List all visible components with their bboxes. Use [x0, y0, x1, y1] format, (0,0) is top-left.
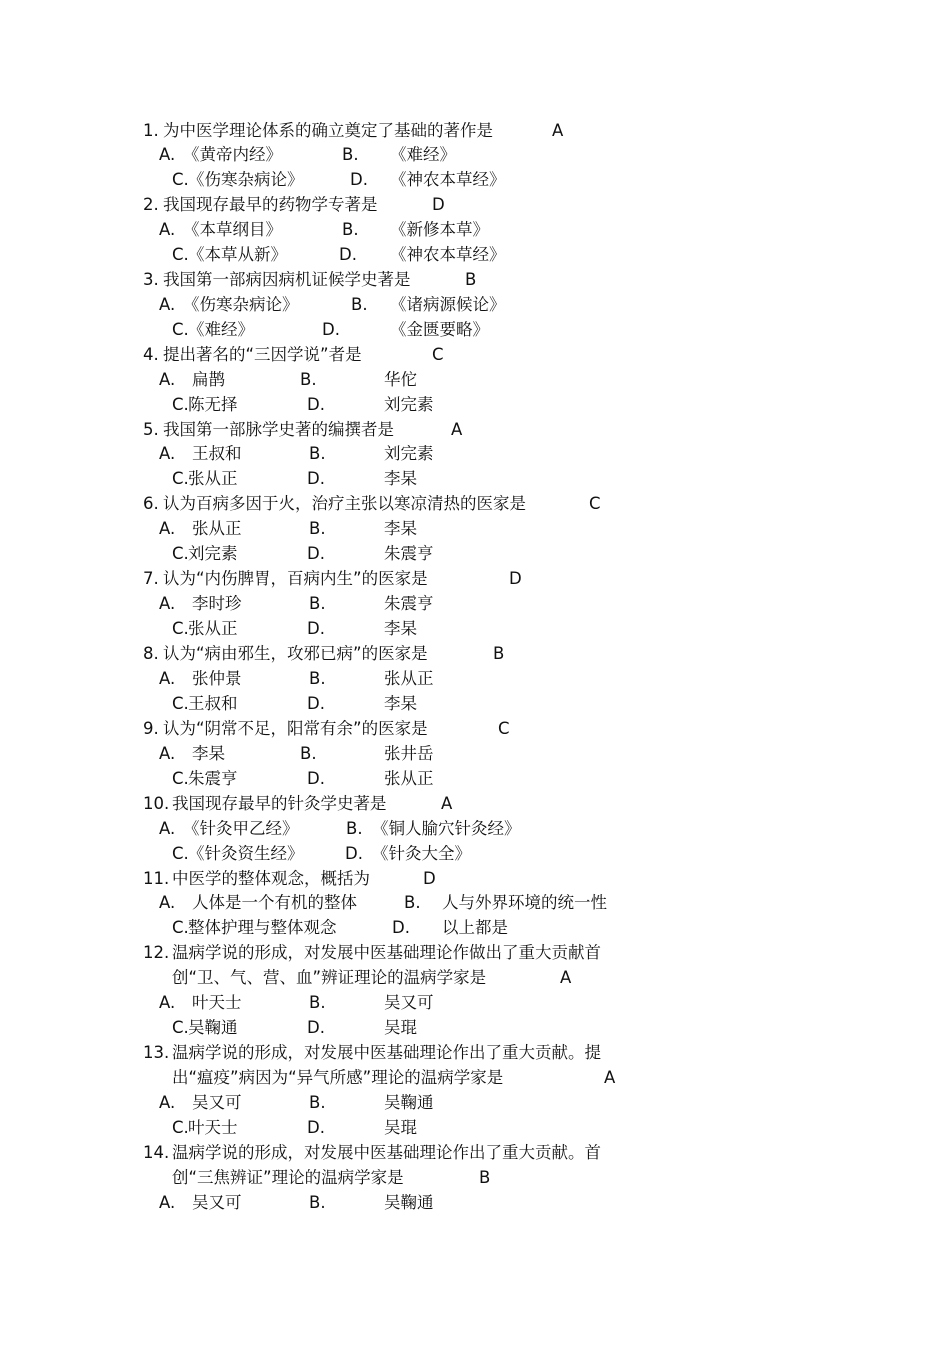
- options-row: [172, 766, 772, 791]
- options-row: [172, 167, 772, 192]
- option-letter: D.: [307, 395, 325, 414]
- answer-key: D: [509, 569, 522, 588]
- option-letter: B.: [309, 519, 326, 538]
- question-stem-continued: [172, 1065, 772, 1090]
- option-letter: D.: [350, 170, 368, 189]
- options-row: [159, 292, 759, 317]
- option-letter: C.: [172, 844, 189, 863]
- option-text: 《本草纲目》: [183, 220, 282, 239]
- options-row: [159, 990, 759, 1015]
- option-text: 李杲: [192, 744, 225, 763]
- option-text: 《难经》: [390, 145, 456, 164]
- answer-key: A: [441, 794, 453, 813]
- options-row: [159, 890, 759, 915]
- option-letter: A.: [159, 370, 176, 389]
- question-stem-continued: [172, 965, 772, 990]
- option-letter: B.: [404, 893, 421, 912]
- option-letter: B.: [351, 295, 368, 314]
- option-text: 《新修本草》: [390, 220, 489, 239]
- option-letter: D.: [307, 1118, 325, 1137]
- question-text: 创“三焦辨证”理论的温病学家是: [172, 1168, 404, 1187]
- option-text: 叶天士: [188, 1118, 238, 1137]
- option-letter: D.: [339, 245, 357, 264]
- options-row: [172, 1015, 772, 1040]
- option-text: 《神农本草经》: [390, 245, 506, 264]
- option-text: 吴琨: [384, 1118, 417, 1137]
- question-number: 9.: [143, 719, 159, 738]
- option-letter: A.: [159, 145, 176, 164]
- option-text: 刘完素: [188, 544, 238, 563]
- option-text: 以上都是: [442, 918, 508, 937]
- option-letter: B.: [300, 370, 317, 389]
- options-row: [172, 541, 772, 566]
- question-text: 我国第一部脉学史著的编撰者是: [163, 420, 394, 439]
- option-text: 《诸病源候论》: [390, 295, 506, 314]
- answer-key: A: [604, 1068, 616, 1087]
- option-text: 张从正: [188, 469, 238, 488]
- option-text: 《针灸大全》: [372, 844, 471, 863]
- option-text: 刘完素: [384, 395, 434, 414]
- option-letter: C.: [172, 918, 189, 937]
- option-letter: B.: [342, 220, 359, 239]
- option-text: 《神农本草经》: [390, 170, 506, 189]
- question-number: 10.: [143, 794, 170, 813]
- question-number: 7.: [143, 569, 159, 588]
- option-text: 《伤寒杂病论》: [183, 295, 299, 314]
- option-text: 《针灸甲乙经》: [183, 819, 299, 838]
- option-text: 吴鞠通: [188, 1018, 238, 1037]
- options-row: [172, 317, 772, 342]
- answer-key: A: [552, 121, 564, 140]
- option-letter: A.: [159, 1193, 176, 1212]
- options-row: [159, 217, 759, 242]
- answer-key: C: [589, 494, 601, 513]
- question-number: 4.: [143, 345, 159, 364]
- option-letter: B.: [309, 444, 326, 463]
- option-text: 叶天士: [192, 993, 242, 1012]
- option-letter: A.: [159, 295, 176, 314]
- option-text: 吴鞠通: [384, 1193, 434, 1212]
- option-text: 朱震亨: [384, 544, 434, 563]
- option-letter: D.: [307, 1018, 325, 1037]
- question-number: 5.: [143, 420, 159, 439]
- question-text: 我国第一部病因病机证候学史著是: [163, 270, 411, 289]
- question-stem: [143, 267, 743, 292]
- question-number: 2.: [143, 195, 159, 214]
- option-letter: C.: [172, 1018, 189, 1037]
- question-stem: [143, 866, 743, 891]
- option-letter: D.: [307, 469, 325, 488]
- option-text: 张仲景: [192, 669, 242, 688]
- option-text: 张从正: [192, 519, 242, 538]
- question-text: 为中医学理论体系的确立奠定了基础的著作是: [163, 121, 493, 140]
- options-row: [172, 392, 772, 417]
- options-row: [172, 1115, 772, 1140]
- option-text: 李杲: [384, 519, 417, 538]
- option-text: 李时珍: [192, 594, 242, 613]
- option-letter: B.: [300, 744, 317, 763]
- answer-key: B: [479, 1168, 491, 1187]
- question-stem: [143, 118, 743, 143]
- option-text: 张从正: [188, 619, 238, 638]
- option-text: 《金匮要略》: [390, 320, 489, 339]
- options-row: [159, 741, 759, 766]
- question-stem: [143, 491, 743, 516]
- option-letter: B.: [309, 669, 326, 688]
- question-number: 8.: [143, 644, 159, 663]
- question-text: 出“瘟疫”病因为“异气所感”理论的温病学家是: [172, 1068, 504, 1087]
- question-text: 认为百病多因于火，治疗主张以寒凉清热的医家是: [163, 494, 526, 513]
- option-text: 李杲: [384, 694, 417, 713]
- option-letter: D.: [307, 769, 325, 788]
- option-text: 张从正: [384, 769, 434, 788]
- question-text: 温病学说的形成，对发展中医基础理论作做出了重大贡献首: [172, 943, 601, 962]
- option-letter: C.: [172, 694, 189, 713]
- options-row: [172, 242, 772, 267]
- option-text: 李杲: [384, 619, 417, 638]
- option-letter: B.: [309, 594, 326, 613]
- options-row: [159, 1090, 759, 1115]
- option-letter: A.: [159, 519, 176, 538]
- question-number: 13.: [143, 1043, 170, 1062]
- options-row: [172, 691, 772, 716]
- option-text: 朱震亨: [188, 769, 238, 788]
- question-text: 认为“内伤脾胃，百病内生”的医家是: [163, 569, 428, 588]
- question-stem: [143, 940, 763, 965]
- options-row: [159, 591, 759, 616]
- answer-key: B: [465, 270, 477, 289]
- options-row: [159, 516, 759, 541]
- option-letter: B.: [309, 1193, 326, 1212]
- options-row: [159, 142, 759, 167]
- option-letter: C.: [172, 395, 189, 414]
- option-text: 王叔和: [188, 694, 238, 713]
- option-letter: C.: [172, 245, 189, 264]
- question-number: 1.: [143, 121, 159, 140]
- option-text: 华佗: [384, 370, 417, 389]
- option-text: 吴又可: [192, 1193, 242, 1212]
- option-letter: C.: [172, 544, 189, 563]
- option-letter: A.: [159, 220, 176, 239]
- option-text: 陈无择: [188, 395, 238, 414]
- option-text: 《伤寒杂病论》: [188, 170, 304, 189]
- options-row: [172, 915, 772, 940]
- option-text: 人体是一个有机的整体: [192, 893, 357, 912]
- option-text: 张井岳: [384, 744, 434, 763]
- option-letter: D.: [307, 544, 325, 563]
- option-letter: B.: [309, 993, 326, 1012]
- answer-key: C: [432, 345, 444, 364]
- question-stem: [143, 791, 743, 816]
- answer-key: D: [423, 869, 436, 888]
- option-text: 张从正: [384, 669, 434, 688]
- option-letter: C.: [172, 619, 189, 638]
- option-letter: D.: [345, 844, 363, 863]
- options-row: [172, 841, 772, 866]
- option-text: 吴又可: [384, 993, 434, 1012]
- question-number: 3.: [143, 270, 159, 289]
- question-stem: [143, 192, 743, 217]
- option-text: 吴琨: [384, 1018, 417, 1037]
- option-text: 刘完素: [384, 444, 434, 463]
- option-text: 李杲: [384, 469, 417, 488]
- answer-key: A: [451, 420, 463, 439]
- question-number: 6.: [143, 494, 159, 513]
- option-letter: B.: [309, 1093, 326, 1112]
- question-stem: [143, 1140, 763, 1165]
- question-text: 温病学说的形成，对发展中医基础理论作出了重大贡献。首: [172, 1143, 601, 1162]
- option-text: 王叔和: [192, 444, 242, 463]
- answer-key: C: [498, 719, 510, 738]
- question-text: 我国现存最早的药物学专著是: [163, 195, 378, 214]
- option-letter: C.: [172, 170, 189, 189]
- question-stem: [143, 716, 743, 741]
- options-row: [159, 441, 759, 466]
- answer-key: B: [493, 644, 505, 663]
- option-letter: A.: [159, 819, 176, 838]
- option-text: 《铜人腧穴针灸经》: [372, 819, 521, 838]
- option-letter: D.: [392, 918, 410, 937]
- option-letter: C.: [172, 469, 189, 488]
- option-text: 朱震亨: [384, 594, 434, 613]
- question-number: 11.: [143, 869, 170, 888]
- option-text: 《难经》: [188, 320, 254, 339]
- option-letter: B.: [346, 819, 363, 838]
- option-letter: A.: [159, 594, 176, 613]
- options-row: [172, 616, 772, 641]
- question-text: 认为“阴常不足，阳常有余”的医家是: [163, 719, 428, 738]
- question-stem: [143, 566, 743, 591]
- option-text: 《黄帝内经》: [183, 145, 282, 164]
- option-text: 《针灸资生经》: [188, 844, 304, 863]
- question-number: 12.: [143, 943, 170, 962]
- options-row: [172, 466, 772, 491]
- option-letter: C.: [172, 320, 189, 339]
- question-stem: [143, 342, 743, 367]
- option-letter: A.: [159, 993, 176, 1012]
- answer-key: A: [560, 968, 572, 987]
- question-text: 提出著名的“三因学说”者是: [163, 345, 362, 364]
- question-text: 温病学说的形成，对发展中医基础理论作出了重大贡献。提: [172, 1043, 601, 1062]
- option-text: 扁鹊: [192, 370, 225, 389]
- option-letter: A.: [159, 893, 176, 912]
- question-stem-continued: [172, 1165, 772, 1190]
- option-letter: A.: [159, 1093, 176, 1112]
- question-number: 14.: [143, 1143, 170, 1162]
- question-text: 创“卫、气、营、血”辨证理论的温病学家是: [172, 968, 487, 987]
- question-stem: [143, 641, 743, 666]
- option-letter: C.: [172, 769, 189, 788]
- option-text: 《本草从新》: [188, 245, 287, 264]
- question-stem: [143, 417, 743, 442]
- question-text: 认为“病由邪生，攻邪已病”的医家是: [163, 644, 428, 663]
- option-text: 吴又可: [192, 1093, 242, 1112]
- option-letter: C.: [172, 1118, 189, 1137]
- option-letter: D.: [322, 320, 340, 339]
- question-stem: [143, 1040, 763, 1065]
- option-letter: A.: [159, 444, 176, 463]
- options-row: [159, 816, 759, 841]
- options-row: [159, 367, 759, 392]
- options-row: [159, 666, 759, 691]
- option-text: 整体护理与整体观念: [188, 918, 337, 937]
- option-text: 吴鞠通: [384, 1093, 434, 1112]
- option-letter: A.: [159, 744, 176, 763]
- question-text: 我国现存最早的针灸学史著是: [172, 794, 387, 813]
- question-text: 中医学的整体观念，概括为: [172, 869, 370, 888]
- options-row: [159, 1190, 759, 1215]
- option-letter: D.: [307, 619, 325, 638]
- option-letter: A.: [159, 669, 176, 688]
- answer-key: D: [432, 195, 445, 214]
- option-text: 人与外界环境的统一性: [442, 893, 607, 912]
- option-letter: B.: [342, 145, 359, 164]
- option-letter: D.: [307, 694, 325, 713]
